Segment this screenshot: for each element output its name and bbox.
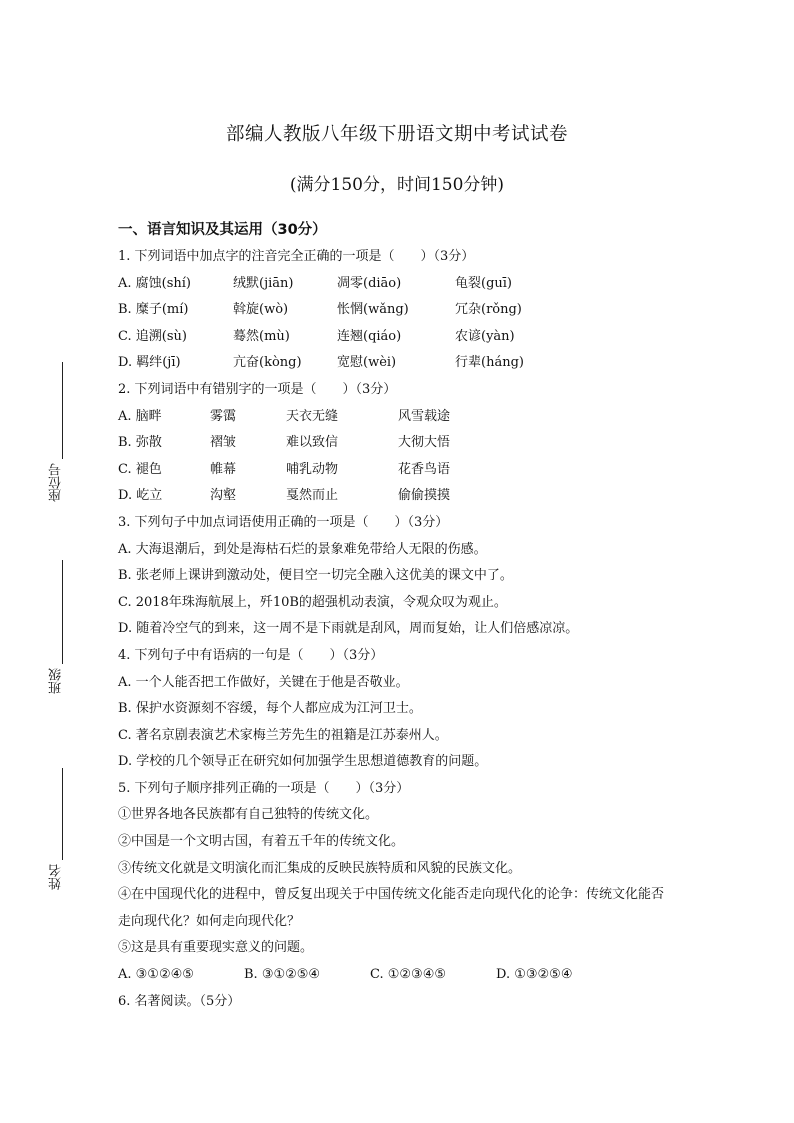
option-item: 风雪载途 [398, 408, 451, 424]
exam-subtitle: (满分150分，时间150分钟) [289, 175, 505, 195]
question-1-option-c [118, 324, 718, 351]
class-label: 班级 [49, 668, 64, 694]
option-item: 连翘(qiáo) [337, 328, 402, 344]
option-item: D. 羁绊(jī) [118, 355, 181, 371]
question-5-stem: 5. 下列句子顺序排列正确的一项是（ ）（3分） [118, 780, 410, 796]
question-3-stem: 3. 下列句子中加点词语使用正确的一项是（ ）（3分） [118, 514, 449, 530]
option-item: 戛然而止 [286, 488, 339, 504]
option-item: B. ③①②⑤④ [244, 967, 321, 983]
question-5-sentence: ①世界各地各民族都有自己独特的传统文化。 [118, 807, 379, 823]
question-1-option-a [118, 271, 718, 298]
question-5-sentence: ⑤这是具有重要现实意义的问题。 [118, 940, 314, 956]
option-item: 帷幕 [210, 461, 237, 477]
question-2-option-c [118, 457, 718, 484]
option-item: 宽慰(wèi) [337, 355, 397, 371]
question-3-option-d: D. 随着冷空气的到来，这一周不是下雨就是刮风，周而复始，让人们倍感凉凉。 [118, 621, 579, 637]
question-2-option-d [118, 483, 718, 510]
option-item: 花香鸟语 [398, 461, 451, 477]
option-item: 蓦然(mù) [233, 328, 290, 344]
option-item: 大彻大悟 [398, 435, 451, 451]
name-line [62, 768, 63, 860]
option-item: 沟壑 [210, 488, 237, 504]
option-item: 斡旋(wò) [233, 302, 289, 318]
seat-number-line [62, 362, 63, 459]
question-3-option-c: C. 2018年珠海航展上，歼10B的超强机动表演，令观众叹为观止。 [118, 594, 507, 610]
option-item: 亢奋(kòng) [233, 355, 302, 371]
seat-number-field [48, 362, 76, 512]
option-item: C. 追溯(sù) [118, 328, 187, 344]
option-item: 怅惘(wǎng) [337, 302, 409, 318]
option-item: A. 脑畔 [118, 408, 162, 424]
question-4-stem: 4. 下列句子中有语病的一句是（ ）（3分） [118, 647, 384, 663]
option-item: 褶皱 [210, 435, 237, 451]
question-1-option-d [118, 350, 718, 377]
question-5-sentence: ②中国是一个文明古国，有着五千年的传统文化。 [118, 834, 405, 850]
question-5-choices [118, 962, 718, 989]
seat-number-label: 座位号 [49, 463, 64, 502]
option-item: 凋零(diāo) [337, 275, 402, 291]
question-4-option-d: D. 学校的几个领导正在研究如何加强学生思想道德教育的问题。 [118, 754, 488, 770]
option-item: B. 弥散 [118, 435, 162, 451]
option-item: 冗杂(rǒng) [455, 302, 522, 318]
question-4-option-b: B. 保护水资源刻不容缓，每个人都应成为江河卫士。 [118, 701, 422, 717]
question-4-option-c: C. 著名京剧表演艺术家梅兰芳先生的祖籍是江苏泰州人。 [118, 727, 448, 743]
option-item: 龟裂(guī) [455, 275, 512, 291]
option-item: 难以致信 [286, 435, 339, 451]
option-item: 偷偷摸摸 [398, 488, 451, 504]
question-2-option-a [118, 404, 718, 431]
option-item: 绒默(jiān) [233, 275, 294, 291]
option-item: 雾霭 [210, 408, 237, 424]
exam-content [118, 217, 718, 1015]
option-item: C. ①②③④⑤ [370, 967, 447, 983]
option-item: 哺乳动物 [286, 461, 339, 477]
option-item: 行辈(háng) [455, 355, 524, 371]
option-item: 农谚(yàn) [455, 328, 515, 344]
option-item: A. 腐蚀(shí) [118, 275, 191, 291]
question-5-sentence: ③传统文化就是文明演化而汇集成的反映民族特质和风貌的民族文化。 [118, 860, 522, 876]
question-1-option-b [118, 297, 718, 324]
name-field [48, 768, 76, 908]
option-item: 天衣无缝 [286, 408, 339, 424]
question-1-stem: 1. 下列词语中加点字的注音完全正确的一项是（ ）（3分） [118, 249, 475, 264]
question-5-sentence: ④在中国现代化的进程中，曾反复出现关于中国传统文化能否走向现代化的论争：传统文化能否 [118, 887, 665, 903]
option-item: D. ①③②⑤④ [496, 967, 573, 983]
option-item: D. 屹立 [118, 488, 163, 504]
question-2-stem: 2. 下列词语中有错别字的一项是（ ）（3分） [118, 381, 397, 397]
class-line [62, 560, 63, 664]
name-label: 姓名 [49, 864, 64, 890]
option-item: C. 褪色 [118, 461, 162, 477]
question-4-option-a: A. 一个人能否把工作做好，关键在于他是否敬业。 [118, 674, 409, 690]
class-field [48, 560, 76, 710]
question-5-sentence: 走向现代化？如何走向现代化？ [118, 913, 301, 929]
option-item: B. 糜子(mí) [118, 302, 189, 318]
option-item: A. ③①②④⑤ [118, 967, 194, 983]
question-3-option-a: A. 大海退潮后，到处是海枯石烂的景象难免带给人无限的伤感。 [118, 541, 487, 557]
section-heading: 一、语言知识及其运用（30分） [118, 222, 327, 238]
question-2-option-b [118, 430, 718, 457]
exam-title: 部编人教版八年级下册语文期中考试试卷 [225, 124, 568, 145]
question-6-stem: 6. 名著阅读。（5分） [118, 993, 241, 1009]
question-3-option-b: B. 张老师上课讲到激动处，便目空一切完全融入这优美的课文中了。 [118, 568, 513, 584]
